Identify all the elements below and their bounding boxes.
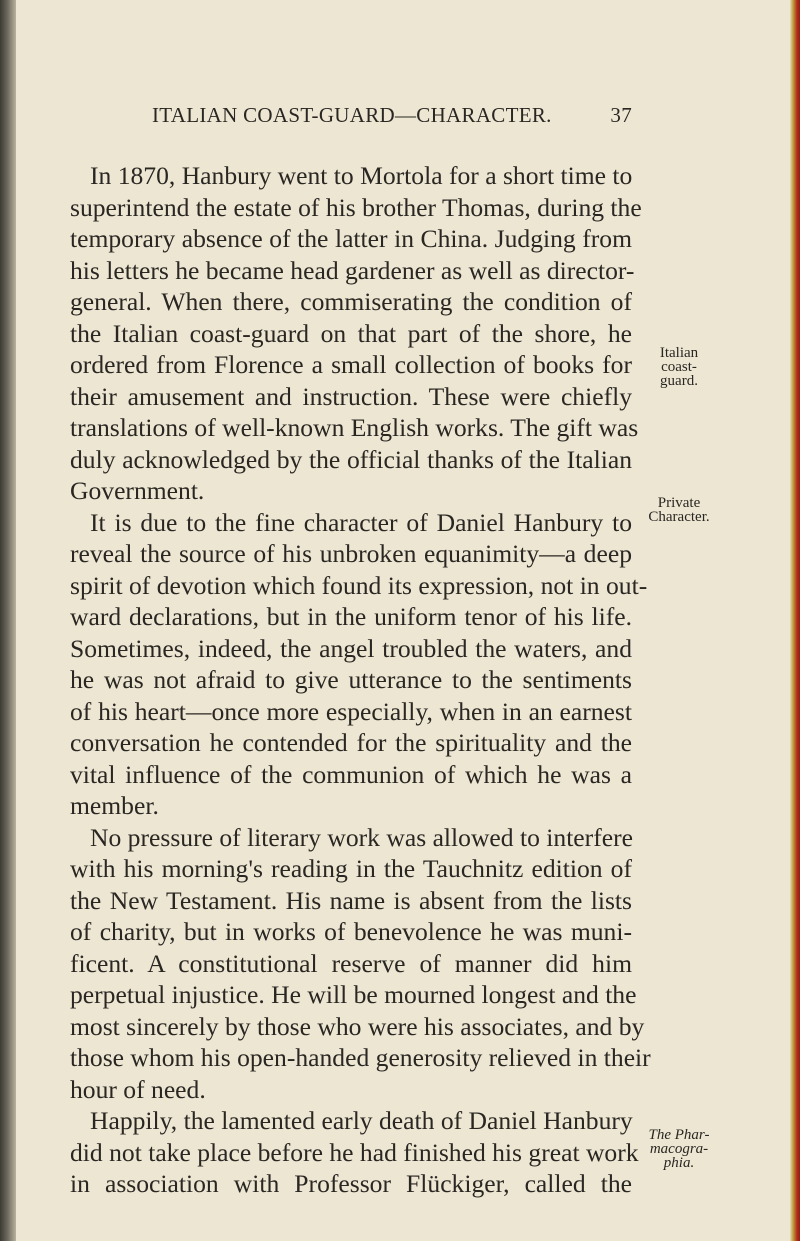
margin-note-line: Private [657,495,701,511]
text-line: in association with Professor Flückiger, called the [70,1169,632,1198]
text-line: with his morning's reading in the Tauchnitz edition of [70,854,632,883]
margin-note-line: The Phar- [648,1127,710,1143]
running-head [152,103,632,128]
margin-note-coast-guard [644,346,714,388]
margin-note-line: coast- [661,359,697,375]
text-line: general. When there, commiserating the condition of [70,287,632,316]
text-line: member. [70,791,159,820]
margin-note-character [644,496,714,524]
text-line: of his heart—once more especially, when in an earnest [70,696,632,726]
page-number: 37 [610,103,632,127]
margin-note-line: guard. [660,373,698,389]
text-line: he was not afraid to give utterance to the sentiments [70,665,632,694]
text-line: superintend the estate of his brother Thomas, during the [70,192,642,222]
text-line: his letters he became head gardener as well as director- [70,255,635,285]
margin-note-line: phia. [663,1155,695,1171]
text-line: perpetual injustice. He will be mourned longest and the [70,980,637,1009]
text-line: most sincerely by those who were his associates, and by [70,1011,645,1041]
text-line: hour of need. [70,1074,206,1104]
text-line: vital influence of the communion of which he was a [70,759,632,789]
text-line: those whom his open-handed generosity relieved in their [70,1043,651,1072]
text-line: translations of well-known English works. The gift was [70,413,639,442]
text-line: temporary absence of the latter in China. Judging from [70,224,632,253]
text-line: ordered from Florence a small collection of books for [70,350,632,379]
book-binding-shadow [0,0,16,1241]
text-line: duly acknowledged by the official thanks of the Italian [70,444,632,474]
text-line: of charity, but in works of benevolence he was muni- [70,917,632,946]
text-line: ward declarations, but in the uniform tenor of his life. [70,602,632,631]
text-line: ficent. A constitutional reserve of manner did him [70,948,632,978]
text-line: No pressure of literary work was allowed to interfere [90,822,633,852]
text-line: the New Testament. His name is absent from the lists [70,885,632,915]
text-line: spirit of devotion which found its expression, not in out- [70,570,648,600]
text-line: It is due to the fine character of Daniel Hanbury to [90,507,632,537]
page-edge [790,0,800,1241]
text-line: In 1870, Hanbury went to Mortola for a short time to [90,161,633,190]
margin-note-line: macogra- [649,1141,709,1157]
text-line: Happily, the lamented early death of Daniel Hanbury [90,1106,633,1135]
margin-note-line: Character. [648,509,710,525]
margin-note-pharmacographia [644,1128,714,1170]
margin-note-line: Italian [659,345,699,361]
text-line: conversation he contended for the spirituality and the [70,728,632,757]
text-line: the Italian coast-guard on that part of the shore, he [70,318,632,348]
text-line: Government. [70,476,205,505]
body-text [70,160,651,1200]
text-line: did not take place before he had finished his great work [70,1137,639,1167]
text-line: reveal the source of his unbroken equanimity—a deep [70,539,632,568]
text-line: their amusement and instruction. These were chiefly [70,381,632,411]
running-title: ITALIAN COAST-GUARD—CHARACTER. [152,103,552,127]
text-line: Sometimes, indeed, the angel troubled the waters, and [70,633,632,663]
